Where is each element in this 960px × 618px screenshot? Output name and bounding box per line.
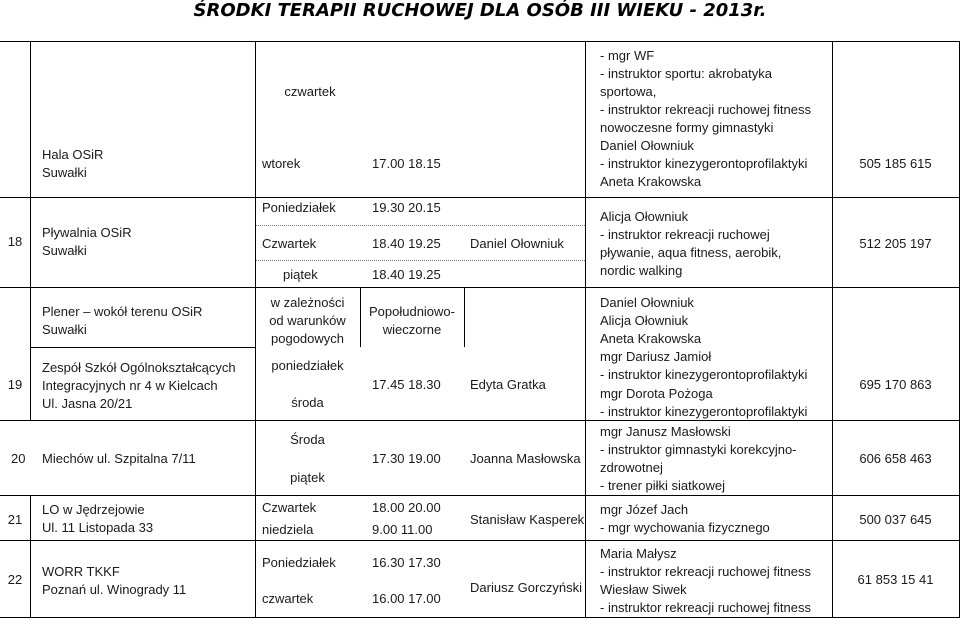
schedule-day: Poniedziałek bbox=[262, 555, 336, 570]
row-number: 22 bbox=[7, 572, 23, 587]
place-line: Pływalnia OSiR bbox=[42, 225, 132, 240]
schedule-time: 17.00 18.15 bbox=[372, 156, 441, 171]
row-number: 18 bbox=[7, 234, 23, 249]
schedule-day: poniedziałek bbox=[271, 358, 344, 373]
schedule-day: czwartek bbox=[262, 591, 314, 606]
schedule-time: 9.00 11.00 bbox=[372, 522, 433, 537]
qualification-line: Wiesław Siwek bbox=[600, 582, 687, 597]
phone-number: 500 037 645 bbox=[859, 512, 932, 527]
instructor-name: Joanna Masłowska bbox=[470, 451, 581, 466]
qualification-line: mgr Janusz Masłowski bbox=[600, 424, 731, 439]
qualification-line: Daniel Ołowniuk bbox=[600, 295, 694, 310]
qualification-line: Daniel Ołowniuk bbox=[600, 138, 694, 153]
qualification-line: - instruktor rekreacji ruchowej bbox=[600, 227, 770, 242]
schedule-day: piątek bbox=[290, 470, 325, 485]
instructor-name: Dariusz Gorczyński bbox=[470, 580, 582, 595]
place-line: WORR TKKF bbox=[42, 564, 120, 579]
schedule-day: Czwartek bbox=[262, 236, 317, 251]
phone-number: 61 853 15 41 bbox=[857, 572, 934, 587]
place-line: Suwałki bbox=[42, 322, 87, 337]
qualification-line: - mgr WF bbox=[600, 48, 655, 63]
place-line: Ul. 11 Listopada 33 bbox=[42, 520, 154, 535]
qualification-line: - instruktor rekreacji ruchowej fitness bbox=[600, 600, 811, 615]
place-line: Miechów ul. Szpitalna 7/11 bbox=[42, 451, 196, 466]
col-divider bbox=[832, 41, 833, 617]
schedule-day: Poniedziałek bbox=[262, 200, 336, 215]
row-divider bbox=[0, 420, 960, 421]
qualification-line: - instruktor kinezygerontoprofilaktyki bbox=[600, 404, 808, 419]
qualification-line: Aneta Krakowska bbox=[600, 331, 702, 346]
schedule-day: Czwartek bbox=[262, 500, 317, 515]
row-divider bbox=[0, 197, 960, 198]
page-title: ŚRODKI TERAPII RUCHOWEJ DLA OSÓB III WIEKU - 2013r. bbox=[193, 0, 767, 21]
row-number: 21 bbox=[7, 512, 23, 527]
row-number: 20 bbox=[11, 451, 26, 466]
schedule-day: środa bbox=[291, 395, 324, 410]
place-line: Suwałki bbox=[42, 243, 87, 258]
row-divider bbox=[0, 495, 960, 496]
schedule-note: od warunków bbox=[269, 313, 346, 328]
qualification-line: - mgr wychowania fizycznego bbox=[600, 520, 770, 535]
qualification-line: - instruktor rekreacji ruchowej fitness bbox=[600, 564, 811, 579]
place-line: Ul. Jasna 20/21 bbox=[42, 396, 133, 411]
schedule-note: w zależności bbox=[270, 295, 345, 310]
qualification-line: Alicja Ołowniuk bbox=[600, 209, 689, 224]
phone-number: 606 658 463 bbox=[859, 451, 932, 466]
place-line: Plener – wokół terenu OSiR bbox=[42, 304, 203, 319]
row-divider bbox=[255, 225, 585, 226]
qualification-line: zdrowotnej bbox=[600, 460, 663, 475]
col-divider bbox=[585, 41, 586, 617]
schedule-time: 16.30 17.30 bbox=[372, 555, 441, 570]
qualification-line: nordic walking bbox=[600, 263, 683, 278]
time-note: wieczorne bbox=[382, 322, 442, 337]
schedule-day: czwartek bbox=[284, 84, 336, 99]
qualification-line: sportowa, bbox=[600, 84, 657, 99]
qualification-line: - instruktor rekreacji ruchowej fitness bbox=[600, 102, 811, 117]
qualification-line: Maria Małysz bbox=[600, 546, 677, 561]
row-divider bbox=[0, 41, 960, 42]
qualification-line: - instruktor kinezygerontoprofilaktyki bbox=[600, 156, 808, 171]
row-number: 19 bbox=[7, 377, 23, 392]
row-divider bbox=[0, 540, 960, 541]
place-line: Zespół Szkół Ogólnokształcących bbox=[42, 360, 236, 375]
col-divider bbox=[30, 41, 31, 420]
instructor-name: Edyta Gratka bbox=[470, 377, 546, 392]
col-divider bbox=[464, 287, 465, 347]
schedule-day: piątek bbox=[283, 267, 318, 282]
schedule-time: 17.45 18.30 bbox=[372, 377, 441, 392]
schedule-day: Środa bbox=[290, 432, 325, 447]
phone-number: 512 205 197 bbox=[859, 236, 932, 251]
schedule-time: 19.30 20.15 bbox=[372, 200, 441, 215]
place-line: Suwałki bbox=[42, 165, 87, 180]
qualification-line: - trener piłki siatkowej bbox=[600, 478, 725, 493]
col-divider bbox=[30, 495, 31, 617]
place-line: Poznań ul. Winogrady 11 bbox=[42, 582, 187, 597]
qualification-line: pływanie, aqua fitness, aerobik, bbox=[600, 245, 782, 260]
schedule-time: 18.00 20.00 bbox=[372, 500, 441, 515]
instructor-name: Stanisław Kasperek bbox=[470, 512, 585, 527]
row-divider bbox=[30, 347, 255, 348]
place-line: Integracyjnych nr 4 w Kielcach bbox=[42, 378, 218, 393]
schedule-time: 18.40 19.25 bbox=[372, 236, 441, 251]
time-note: Popołudniowo- bbox=[368, 304, 455, 319]
phone-number: 505 185 615 bbox=[859, 156, 932, 171]
schedule-day: wtorek bbox=[262, 156, 301, 171]
qualification-line: Aneta Krakowska bbox=[600, 174, 702, 189]
instructor-name: Daniel Ołowniuk bbox=[470, 236, 564, 251]
qualification-line: Alicja Ołowniuk bbox=[600, 313, 689, 328]
schedule-time: 18.40 19.25 bbox=[372, 267, 441, 282]
place-line: Hala OSiR bbox=[42, 147, 104, 162]
col-divider bbox=[255, 41, 256, 617]
schedule-time: 17.30 19.00 bbox=[372, 451, 441, 466]
qualification-line: - instruktor gimnastyki korekcyjno- bbox=[600, 442, 797, 457]
qualification-line: nowoczesne formy gimnastyki bbox=[600, 120, 774, 135]
row-divider bbox=[0, 287, 960, 288]
row-divider bbox=[255, 260, 585, 261]
phone-number: 695 170 863 bbox=[859, 377, 932, 392]
qualification-line: mgr Dorota Pożoga bbox=[600, 386, 713, 401]
qualification-line: mgr Józef Jach bbox=[600, 502, 689, 517]
schedule-note: pogodowych bbox=[271, 331, 344, 346]
place-line: LO w Jędrzejowie bbox=[42, 502, 145, 517]
qualification-line: mgr Dariusz Jamioł bbox=[600, 349, 712, 364]
schedule-time: 16.00 17.00 bbox=[372, 591, 441, 606]
schedule-day: niedziela bbox=[262, 522, 314, 537]
qualification-line: - instruktor sportu: akrobatyka bbox=[600, 66, 772, 81]
qualification-line: - instruktor kinezygerontoprofilaktyki bbox=[600, 367, 808, 382]
